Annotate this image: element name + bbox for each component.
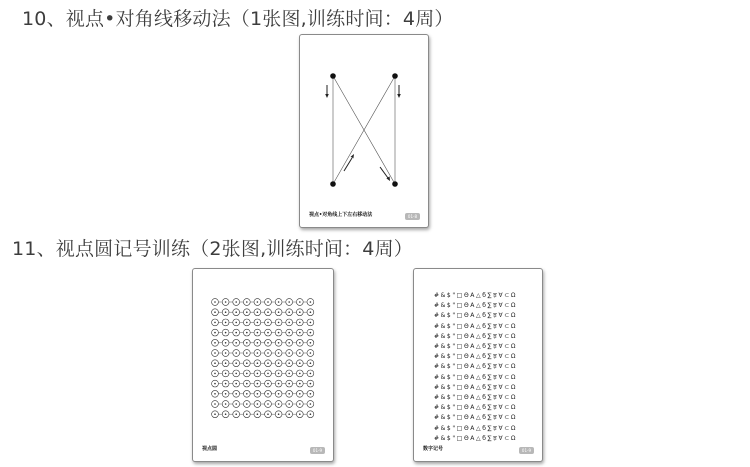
- circle-target: [222, 411, 233, 418]
- circle-target: [286, 411, 297, 418]
- circle-target: [233, 401, 244, 408]
- symbol-row: #&$"□ΘA△б∑ਝ∀⊂Ω: [434, 343, 518, 351]
- circle-target: [212, 309, 223, 316]
- circle-target: [254, 329, 265, 336]
- card-code-badge: 01-9: [310, 447, 325, 454]
- circle-target: [254, 411, 265, 418]
- circle-target: [233, 309, 244, 316]
- circle-target: [243, 299, 254, 306]
- circle-target: [265, 401, 276, 408]
- circle-target: [233, 339, 244, 346]
- circle-target: [233, 411, 244, 418]
- symbol-row: #&$"□ΘA△б∑ਝ∀⊂Ω: [434, 373, 518, 381]
- circle-target: [212, 299, 223, 306]
- focus-dot: [330, 181, 336, 187]
- circle-target: [275, 299, 286, 306]
- circle-target: [222, 401, 233, 408]
- circle-target: [243, 329, 254, 336]
- circle-target: [307, 411, 314, 418]
- circle-target: [222, 339, 233, 346]
- circle-target: [275, 329, 286, 336]
- circle-target: [296, 309, 307, 316]
- circle-target: [265, 339, 276, 346]
- circle-target: [286, 299, 297, 306]
- symbol-row: #&$"□ΘA△б∑ਝ∀⊂Ω: [434, 302, 518, 310]
- down-arrow-icon: [325, 85, 329, 98]
- circle-target: [265, 309, 276, 316]
- circle-target: [307, 401, 314, 408]
- circle-target: [243, 350, 254, 357]
- circle-target: [212, 339, 223, 346]
- circle-target: [307, 360, 314, 367]
- circle-target: [243, 309, 254, 316]
- circle-target: [222, 360, 233, 367]
- focus-dot: [392, 73, 398, 79]
- circle-target: [296, 360, 307, 367]
- circle-target: [254, 319, 265, 326]
- circle-target: [233, 329, 244, 336]
- circle-target: [233, 390, 244, 397]
- circle-target: [212, 360, 223, 367]
- training-card-symbols: [413, 268, 543, 462]
- circle-target: [275, 360, 286, 367]
- symbol-row: #&$"□ΘA△б∑ਝ∀⊂Ω: [434, 434, 518, 442]
- circle-target: [243, 360, 254, 367]
- circle-target: [275, 411, 286, 418]
- card-code-badge: 01-8: [405, 213, 420, 220]
- section-heading-diagonal: 10、视点•对角线移动法（1张图,训练时间：4周）: [22, 8, 454, 30]
- circle-target: [307, 390, 314, 397]
- circle-target: [212, 411, 223, 418]
- circle-target: [254, 350, 265, 357]
- circle-target: [296, 370, 307, 377]
- circle-target: [222, 319, 233, 326]
- symbol-row: #&$"□ΘA△б∑ਝ∀⊂Ω: [434, 394, 518, 402]
- symbol-row: #&$"□ΘA△б∑ਝ∀⊂Ω: [434, 353, 518, 361]
- symbol-row: #&$"□ΘA△б∑ਝ∀⊂Ω: [434, 414, 518, 422]
- circle-target: [265, 390, 276, 397]
- circle-target: [222, 380, 233, 387]
- circle-target: [212, 319, 223, 326]
- circle-target: [286, 339, 297, 346]
- circle-target: [222, 370, 233, 377]
- circle-target: [307, 350, 314, 357]
- circle-target: [286, 350, 297, 357]
- circle-target: [233, 299, 244, 306]
- circle-target: [275, 350, 286, 357]
- training-card-circles: [192, 268, 334, 462]
- symbol-row: #&$"□ΘA△б∑ਝ∀⊂Ω: [434, 292, 518, 299]
- circle-target: [233, 370, 244, 377]
- circle-target: [296, 380, 307, 387]
- circle-target: [243, 370, 254, 377]
- circle-target: [265, 350, 276, 357]
- circle-target: [265, 299, 276, 306]
- circle-target: [275, 319, 286, 326]
- circle-target: [307, 329, 314, 336]
- symbol-row: #&$"□ΘA△б∑ਝ∀⊂Ω: [434, 312, 518, 320]
- circle-target: [243, 319, 254, 326]
- circle-target: [286, 401, 297, 408]
- circle-target: [243, 401, 254, 408]
- circle-target: [212, 329, 223, 336]
- circle-target: [307, 299, 314, 306]
- circle-target: [296, 411, 307, 418]
- circle-target: [265, 319, 276, 326]
- circle-target: [265, 360, 276, 367]
- circle-grid: [193, 269, 333, 461]
- circle-target: [286, 319, 297, 326]
- symbol-grid: [434, 291, 526, 444]
- circle-target: [286, 380, 297, 387]
- focus-dot: [392, 181, 398, 187]
- circle-target: [275, 380, 286, 387]
- section-heading-circle-symbols: 11、视点圆记号训练（2张图,训练时间：4周）: [12, 238, 413, 260]
- circle-target: [286, 390, 297, 397]
- circle-target: [222, 329, 233, 336]
- circle-target: [243, 380, 254, 387]
- circle-target: [286, 309, 297, 316]
- circle-target: [243, 411, 254, 418]
- circle-target: [233, 360, 244, 367]
- circle-target: [243, 390, 254, 397]
- circle-target: [212, 350, 223, 357]
- circle-target: [275, 370, 286, 377]
- symbol-row: #&$"□ΘA△б∑ਝ∀⊂Ω: [434, 322, 518, 330]
- circle-target: [233, 319, 244, 326]
- circle-target: [275, 339, 286, 346]
- circle-target: [296, 319, 307, 326]
- circle-target: [307, 319, 314, 326]
- circle-target: [254, 370, 265, 377]
- circle-target: [233, 350, 244, 357]
- circle-target: [296, 350, 307, 357]
- circle-target: [254, 339, 265, 346]
- circle-target: [307, 309, 314, 316]
- focus-dot: [330, 73, 336, 79]
- symbol-row: #&$"□ΘA△б∑ਝ∀⊂Ω: [434, 424, 518, 432]
- circle-target: [307, 339, 314, 346]
- circle-target: [222, 299, 233, 306]
- circle-target: [275, 390, 286, 397]
- circle-target: [254, 401, 265, 408]
- symbol-row: #&$"□ΘA△б∑ਝ∀⊂Ω: [434, 383, 518, 391]
- circle-target: [212, 370, 223, 377]
- circle-target: [233, 380, 244, 387]
- circle-target: [254, 380, 265, 387]
- diagonal-diagram: [300, 35, 428, 227]
- circle-target: [275, 401, 286, 408]
- symbol-row: #&$"□ΘA△б∑ਝ∀⊂Ω: [434, 404, 518, 412]
- circle-target: [296, 329, 307, 336]
- circle-target: [222, 309, 233, 316]
- card-title: 视点圆: [202, 446, 218, 452]
- circle-target: [222, 350, 233, 357]
- circle-target: [212, 401, 223, 408]
- circle-target: [254, 299, 265, 306]
- training-card-diagonal: [299, 34, 429, 228]
- circle-target: [222, 390, 233, 397]
- circle-target: [307, 370, 314, 377]
- circle-target: [296, 299, 307, 306]
- down-arrow-icon: [397, 85, 401, 98]
- circle-target: [212, 390, 223, 397]
- circle-target: [265, 380, 276, 387]
- circle-target: [212, 380, 223, 387]
- circle-target: [296, 390, 307, 397]
- diagonal-arrow-icon: [380, 167, 390, 181]
- card-code-badge: 01-9: [519, 447, 534, 454]
- circle-target: [296, 401, 307, 408]
- circle-target: [265, 329, 276, 336]
- circle-target: [254, 390, 265, 397]
- card-title: 数字记号: [423, 446, 444, 452]
- card-title: 视点•对角线上下左右移动法: [309, 212, 373, 218]
- circle-target: [254, 360, 265, 367]
- circle-target: [296, 339, 307, 346]
- circle-target: [254, 309, 265, 316]
- symbol-row: #&$"□ΘA△б∑ਝ∀⊂Ω: [434, 363, 518, 371]
- circle-target: [286, 370, 297, 377]
- circle-target: [265, 411, 276, 418]
- circle-target: [307, 380, 314, 387]
- symbol-row: #&$"□ΘA△б∑ਝ∀⊂Ω: [434, 332, 518, 340]
- circle-target: [286, 329, 297, 336]
- circle-target: [286, 360, 297, 367]
- circle-target: [243, 339, 254, 346]
- circle-target: [275, 309, 286, 316]
- circle-target: [265, 370, 276, 377]
